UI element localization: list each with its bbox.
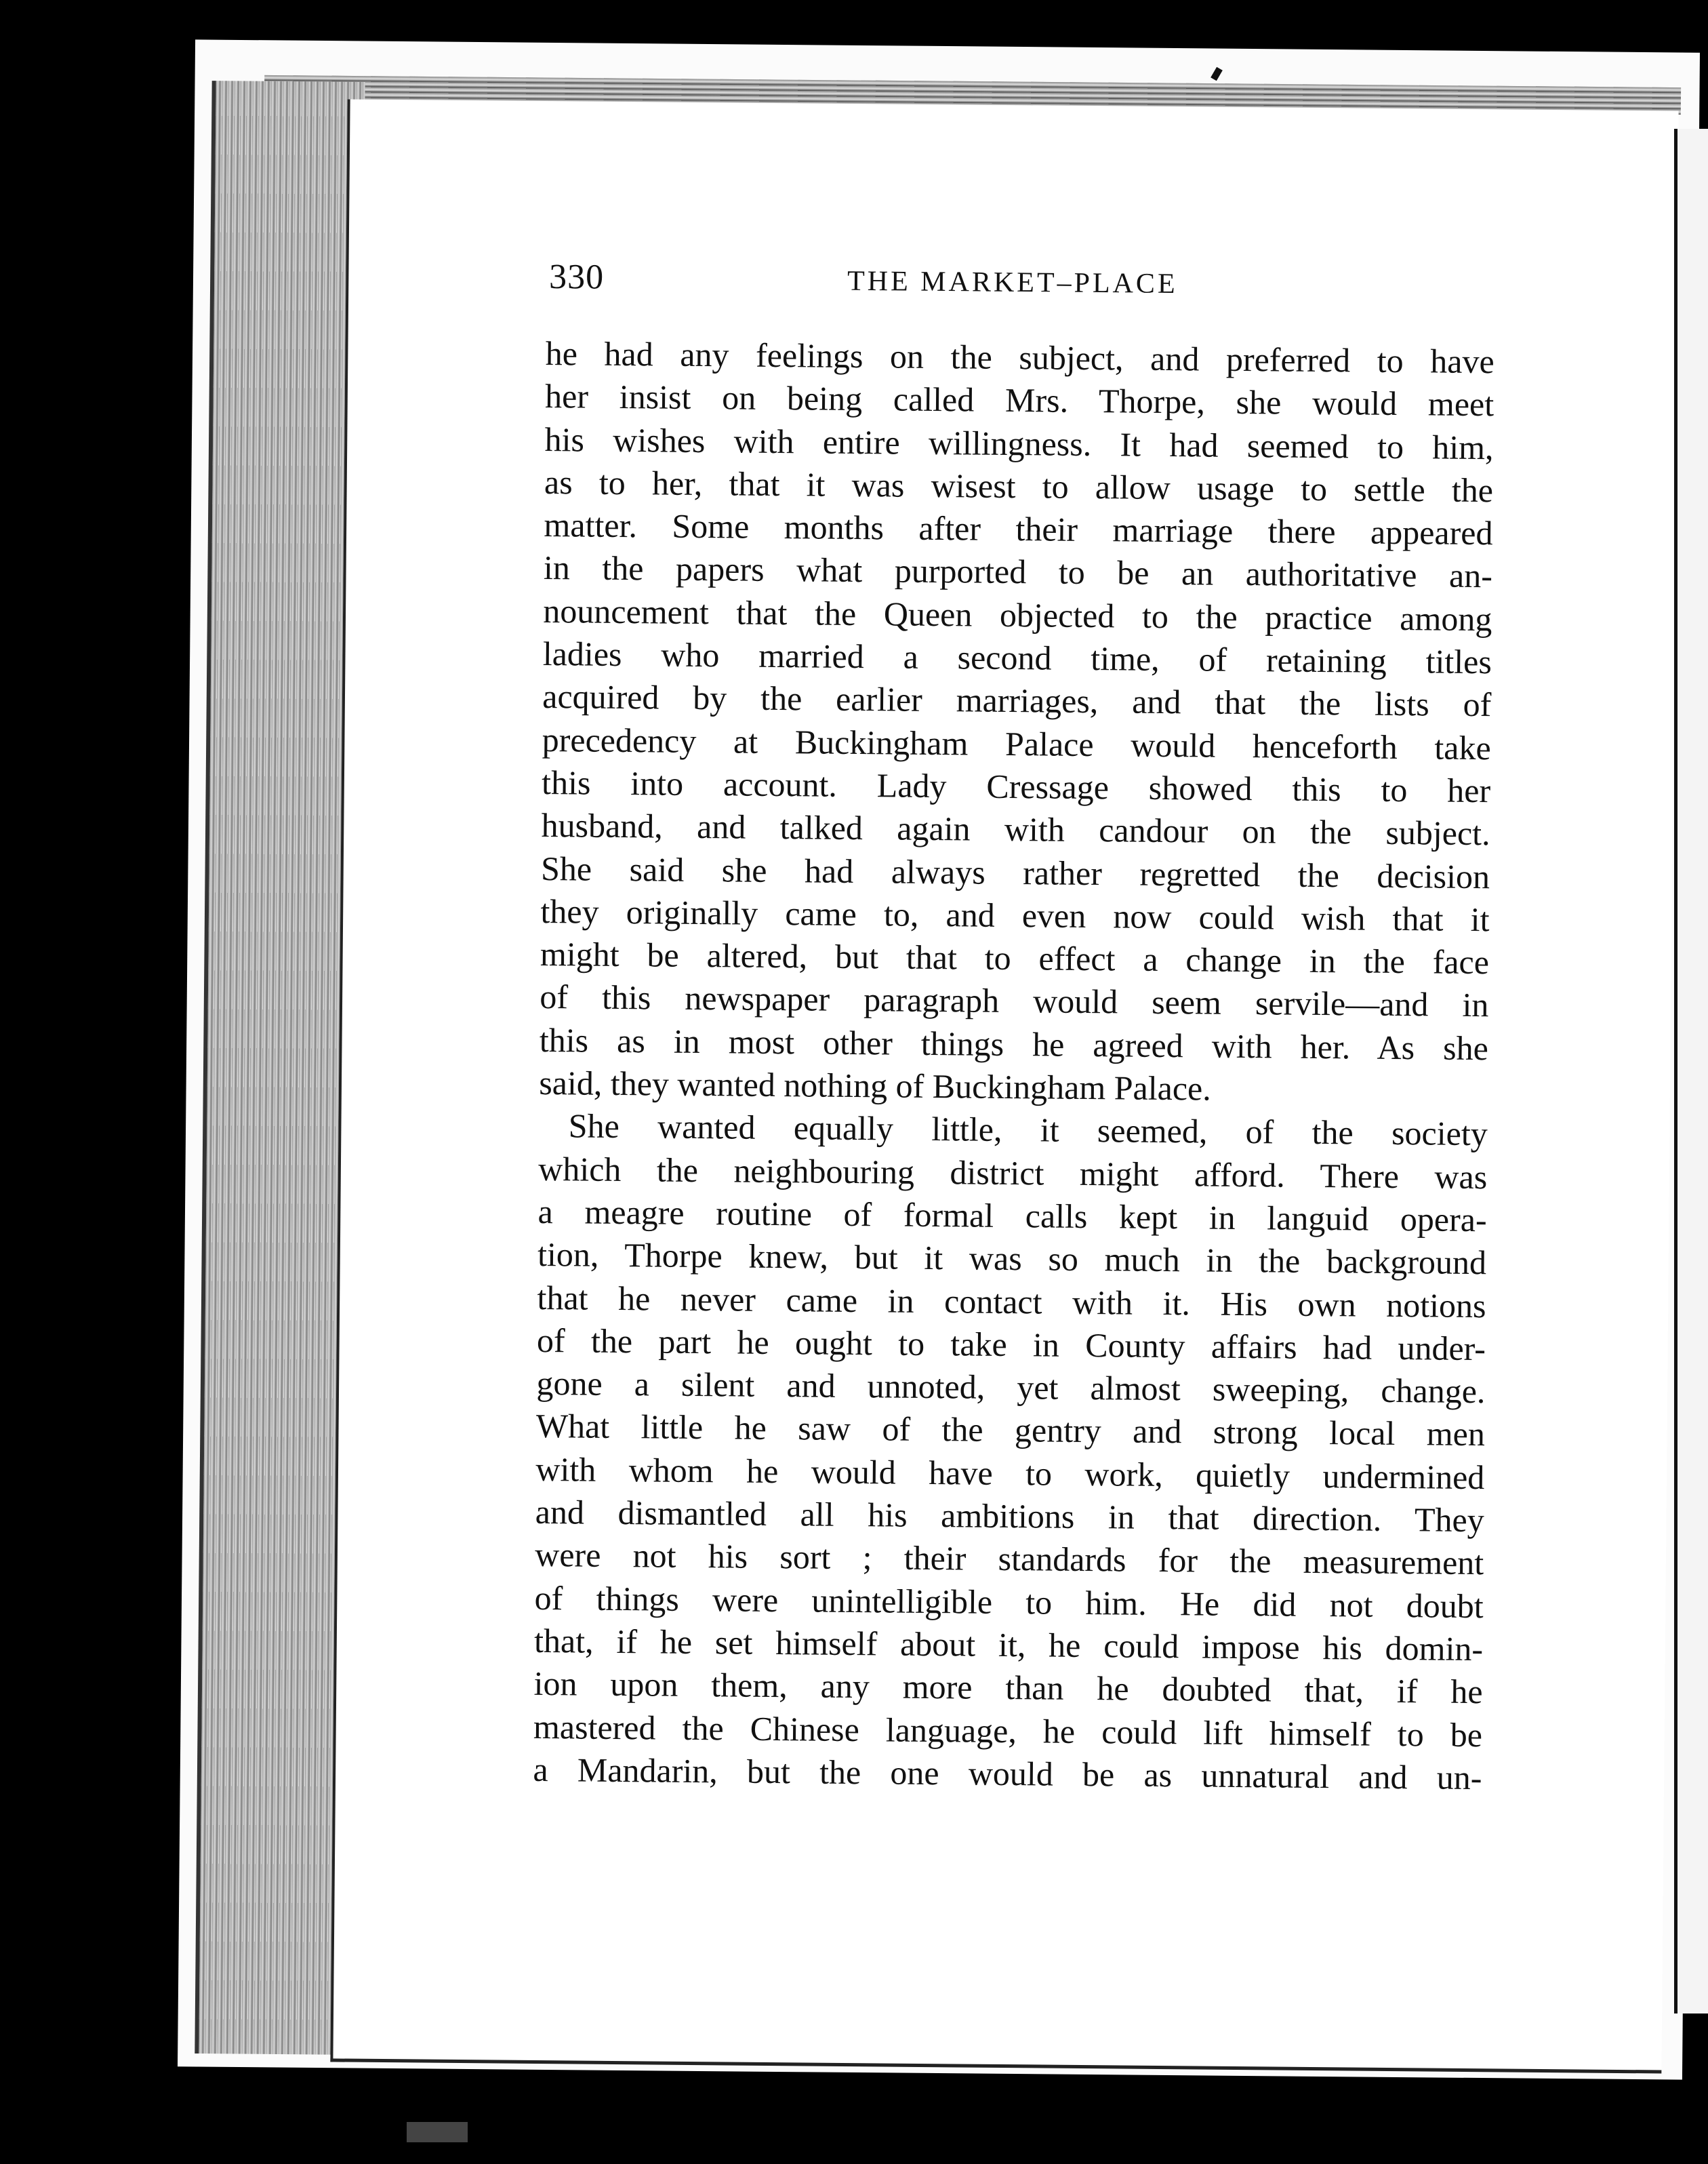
text-line: gone a silent and unnoted, yet almost sweeping, change. (536, 1364, 1486, 1411)
running-head: THE MARKET–PLACE (847, 265, 1178, 300)
text-line: were not his sort ; their standards for the measurement (535, 1536, 1484, 1582)
text-line: of things were unintelligible to him. He did not doubt (534, 1578, 1484, 1625)
text-line: She said she had always rather regretted the decision (540, 849, 1490, 896)
page-header (549, 257, 1499, 326)
text-line: a meagre routine of formal calls kept in languid opera- (537, 1192, 1487, 1239)
page-number: 330 (548, 257, 605, 297)
text-line: that, if he set himself about it, he could impose his domin- (533, 1621, 1484, 1668)
text-line: acquired by the earlier marriages, and that the lists of (542, 677, 1492, 724)
text-line: precedency at Buckingham Palace would henceforth take (542, 720, 1491, 767)
text-line: and dismantled all his ambitions in that direction. They (535, 1492, 1485, 1540)
facing-page-edge (1674, 129, 1708, 2013)
text-line: this as in most other things he agreed with her. As she (539, 1020, 1489, 1067)
text-line: he had any feelings on the subject, and preferred to have (545, 334, 1494, 381)
text-line: ion upon them, any more than he doubted that, if he (533, 1664, 1483, 1711)
text-line: mastered the Chinese language, he could lift himself to be (533, 1707, 1483, 1754)
text-line: husband, and talked again with candour on the subject. (541, 806, 1490, 853)
text-line: of this newspaper paragraph would seem servile—and in (540, 978, 1489, 1024)
text-line: What little he saw of the gentry and strong local men (535, 1407, 1486, 1454)
text-line: his wishes with entire willingness. It had seemed to him, (544, 420, 1494, 466)
text-line: might be altered, but that to effect a change in the face (540, 935, 1490, 982)
text-line: said, they wanted nothing of Buckingham Palace. (539, 1064, 1211, 1108)
scan-speck (407, 2122, 468, 2142)
text-line: they originally came to, and even now could wish that it (540, 891, 1490, 939)
text-line: which the neighbouring district might afford. There was (537, 1149, 1488, 1196)
text-line: her insist on being called Mrs. Thorpe, she would meet (544, 377, 1494, 424)
text-line: this into account. Lady Cressage showed this to her (541, 763, 1491, 810)
text-line: as to her, that it was wisest to allow usage to settle the (544, 462, 1494, 510)
text-line: tion, Thorpe knew, but it was so much in the background (537, 1235, 1487, 1282)
text-line: ladies who married a second time, of retaining titles (542, 635, 1492, 681)
text-line: nouncement that the Queen objected to the practice among (543, 591, 1492, 638)
text-line: in the papers what purported to be an authoritative an- (543, 548, 1493, 595)
text-line: She wanted equally little, it seemed, of the society (568, 1106, 1488, 1153)
text-line: matter. Some months after their marriage there appeared (544, 506, 1493, 553)
text-line: that he never came in contact with it. His own notions (537, 1278, 1486, 1325)
text-line: a Mandarin, but the one would be as unnatural and un- (533, 1750, 1482, 1797)
text-line: of the part he ought to take in County affairs had under- (536, 1321, 1486, 1367)
text-line: with whom he would have to work, quietly undermined (535, 1449, 1485, 1496)
body-text (533, 332, 1494, 1799)
